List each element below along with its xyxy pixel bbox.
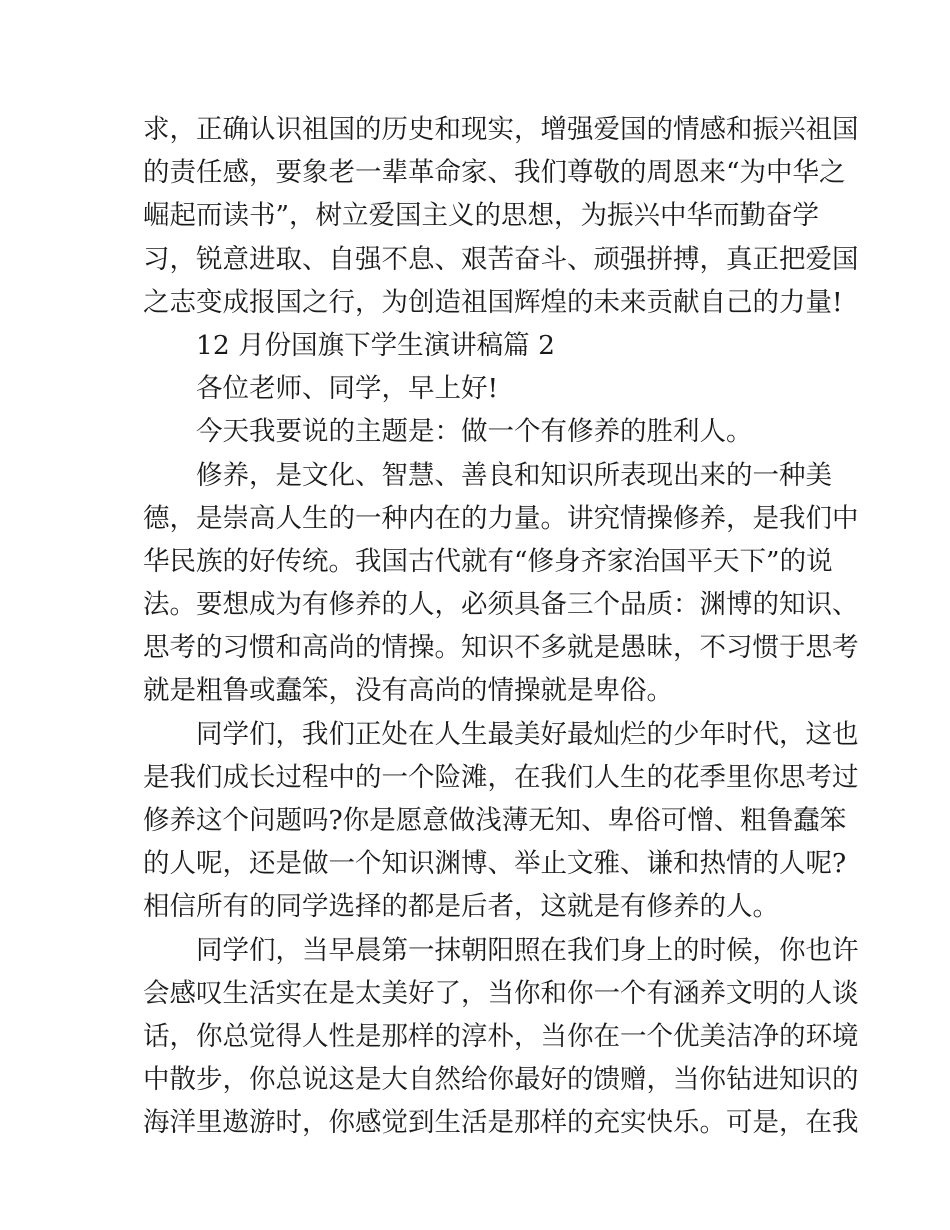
text-line: 中散步，你总说这是大自然给你最好的馈赠，当你钻进知识的 [143, 1064, 859, 1096]
text-line: 之志变成报国之行，为创造祖国辉煌的未来贡献自己的力量! [143, 286, 843, 318]
text-line: 相信所有的同学选择的都是后者，这就是有修养的人。 [143, 891, 779, 923]
text-line: 德，是崇高人生的一种内在的力量。讲究情操修养，是我们中 [143, 502, 859, 534]
text-line: 法。要想成为有修养的人，必须具备三个品质：渊博的知识、 [143, 589, 859, 621]
text-line: 求，正确认识祖国的历史和现实，增强爱国的情感和振兴祖国 [143, 114, 859, 145]
greeting-line: 各位老师、同学，早上好! [196, 373, 499, 405]
text-line: 思考的习惯和高尚的情操。知识不多就是愚昧，不习惯于思考 [143, 632, 859, 664]
text-line: 华民族的好传统。我国古代就有“修身齐家治国平天下”的说 [143, 545, 833, 577]
text-line: 的责任感，要象老一辈革命家、我们尊敬的周恩来“为中华之 [143, 157, 846, 189]
text-line: 就是粗鲁或蠢笨，没有高尚的情操就是卑俗。 [143, 675, 673, 707]
topic-line: 今天我要说的主题是：做一个有修养的胜利人。 [196, 416, 753, 448]
document-page [143, 108, 859, 1145]
text-line: 修养这个问题吗?你是愿意做浅薄无知、卑俗可憎、粗鲁蠢笨 [143, 805, 847, 836]
section-heading: 12 月份国旗下学生演讲稿篇 2 [196, 329, 555, 361]
text-line: 习，锐意进取、自强不息、艰苦奋斗、顽强拼搏，真正把爱国 [143, 243, 859, 275]
text-line: 是我们成长过程中的一个险滩，在我们人生的花季里你思考过 [143, 761, 859, 793]
text-line: 话，你总觉得人性是那样的淳朴，当你在一个优美洁净的环境 [143, 1020, 859, 1052]
paragraph-start: 修养，是文化、智慧、善良和知识所表现出来的一种美 [196, 459, 832, 491]
paragraph-start: 同学们，当早晨第一抹朝阳照在我们身上的时候，你也许 [196, 934, 859, 966]
paragraph-start: 同学们，我们正处在人生最美好最灿烂的少年时代，这也 [196, 718, 859, 750]
text-line: 的人呢，还是做一个知识渊博、举止文雅、谦和热情的人呢? [143, 848, 847, 880]
text-line: 海洋里遨游时，你感觉到生活是那样的充实快乐。可是，在我 [143, 1107, 859, 1139]
text-line: 崛起而读书”，树立爱国主义的思想，为振兴中华而勤奋学 [143, 200, 820, 232]
text-line: 会感叹生活实在是太美好了，当你和你一个有涵养文明的人谈 [143, 977, 859, 1009]
